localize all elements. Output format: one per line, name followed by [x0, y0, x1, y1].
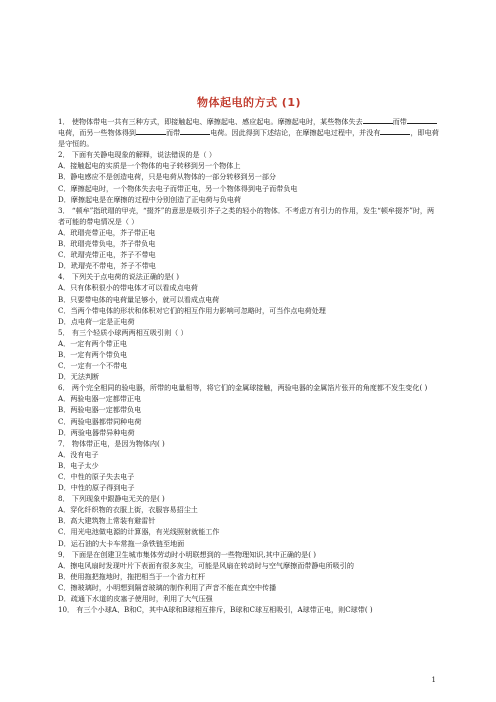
answer-option: B．静电感应不是创造电荷，只是电荷从物体的一部分转移到另一部分	[58, 172, 277, 182]
question-1	[58, 116, 440, 149]
q1-text-f: ，即电荷是守恒的。	[58, 128, 439, 149]
answer-option: B．高大建筑物上常装有避雷针	[58, 516, 156, 526]
q1-text-e: 电荷。因此得到下述结论，在摩擦起电过程中，并没有	[210, 128, 381, 138]
answer-option: A．没有电子	[58, 449, 99, 459]
blank-4[interactable]	[180, 127, 210, 135]
answer-option: C．擦玻璃时，小明想到隔音玻璃的制作利用了声音不能在真空中传播	[58, 582, 277, 592]
answer-option: C．用光电池做电源的计算器，有光线照射就能工作	[58, 527, 220, 537]
answer-option: B．使用拖把拖地时，拖把相当于一个省力杠杆	[58, 571, 206, 581]
question-stem: 4． 下列关于点电荷的说法正确的是( )	[58, 272, 179, 282]
answer-option: C．一定有一个不带电	[58, 361, 128, 371]
question-stem: 9． 下面是在创建卫生城市集体劳动时小明联想到的一些物理知识,其中正确的是( )	[58, 549, 316, 559]
answer-option: D．中性的原子得到电子	[58, 483, 135, 493]
question-stem: 3． “顿牟”指玳瑁的甲壳，“掇芥”的意思是吸引芥子之类的轻小的物体．不考虑万有引力的作用，发生“顿牟掇芥”时，两者可能的带电情况是（ ）	[58, 205, 435, 226]
answer-option: A．两验电器一定都带正电	[58, 394, 142, 404]
q1-text-b: 而带	[392, 117, 407, 126]
answer-option: B．两验电器一定都带负电	[58, 405, 142, 415]
answer-option: D．玳瑁壳不带电，芥子不带电	[58, 261, 156, 271]
worksheet-page	[58, 94, 440, 615]
question-stem: 2． 下面有关静电现象的解释，说法错误的是（ ）	[58, 150, 216, 160]
question-stem: 8． 下列现象中跟静电无关的是( )	[58, 494, 165, 504]
q1-text-c: 电荷，而另一些物体得到	[58, 128, 137, 138]
question-stem: 5． 有三个轻质小球两两相互吸引则（ ）	[58, 327, 188, 337]
blank-1[interactable]	[363, 116, 393, 124]
answer-option: C．当两个带电体的形状和体积对它们的相互作用力影响可忽略时，可当作点电荷处理	[58, 305, 326, 315]
answer-option: D．两验电器带异种电荷	[58, 427, 135, 437]
answer-option: A．穿化纤织物的衣服上街，衣服容易招尘土	[58, 505, 198, 515]
q1-text-d: 而带	[166, 128, 181, 138]
answer-option: A．玳瑁壳带正电，芥子带正电	[58, 227, 156, 237]
answer-option: C．两验电器都带同种电荷	[58, 416, 142, 426]
blank-2[interactable]	[407, 116, 437, 124]
question-stem: 10． 有三个小球A、B和C，其中A球和B球相互排斥，B球和C球互相吸引，A球带正电，则C球带( )	[58, 605, 373, 615]
answer-option: C．中性的原子失去电子	[58, 472, 135, 481]
answer-option: B．只要带电体的电荷量足够小，就可以看成点电荷	[58, 294, 220, 304]
answer-option: D．点电荷一定是正电荷	[58, 316, 135, 326]
blank-5[interactable]	[380, 127, 410, 135]
answer-option: D．摩擦起电是在摩擦的过程中分别创造了正电荷与负电荷	[58, 194, 242, 204]
question-stem: 7． 物体带正电，是因为物体内( )	[58, 438, 165, 448]
answer-option: B．一定有两个带负电	[58, 349, 128, 359]
page-title: 物体起电的方式 (1)	[196, 96, 302, 109]
question-list	[58, 149, 440, 615]
answer-option: D．无法判断	[58, 372, 100, 382]
answer-option: A．只有体积很小的带电体才可以看成点电荷	[58, 283, 198, 293]
blank-3[interactable]	[136, 127, 166, 135]
answer-option: A．一定有两个带正电	[58, 338, 127, 348]
answer-option: C．摩擦起电时，一个物体失去电子而带正电，另一个物体得到电子而带负电	[58, 183, 298, 193]
answer-option: D．运石油的大卡车常拖一条铁链至地面	[58, 538, 185, 548]
answer-option: B．电子太少	[58, 460, 99, 470]
question-stem: 6． 两个完全相同的验电器，所带的电量相等，将它们的金属球接触，两验电器的金属箔片张开的角度都不发生变化( )	[58, 383, 428, 393]
answer-option: A．接触起电的实质是一个物体的电子转移到另一个物体上	[58, 161, 241, 171]
answer-option: C．玳瑁壳带正电，芥子不带电	[58, 250, 156, 260]
page-number: 1	[431, 676, 436, 684]
answer-option: D．疏通下水道的皮塞子使用时，利用了大气压强	[58, 594, 213, 604]
q1-text-a: 1． 使物体带电一共有三种方式，即接触起电、摩擦起电、感应起电。摩擦起电时，某些物体失去	[58, 117, 363, 126]
answer-option: A．擦电风扇时发现叶片下表面有很多灰尘，可能是风扇在转动时与空气摩擦而带静电所吸引的	[58, 560, 354, 570]
answer-option: B．玳瑁壳带负电，芥子带负电	[58, 239, 156, 249]
